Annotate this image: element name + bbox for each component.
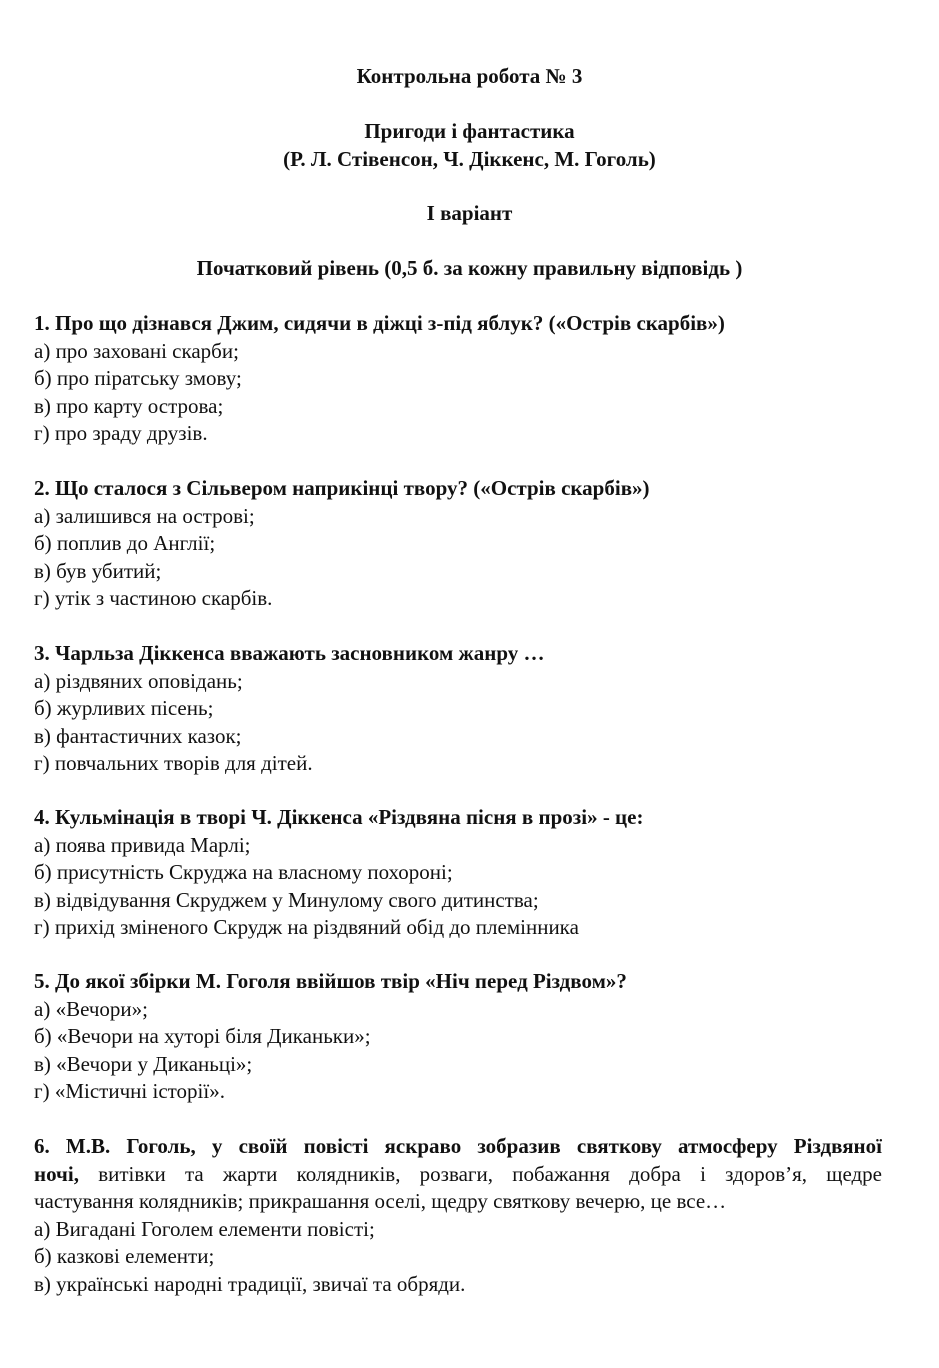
question-text-line: частування колядників; прикрашання оселі, щедру святкову вечерю, це все…: [34, 1189, 727, 1213]
answer-option: а) Вигадані Гоголем елементи повісті;: [34, 1216, 375, 1241]
answer-option: в) про карту острова;: [34, 393, 224, 418]
question-title: 1. Про що дізнався Джим, сидячи в діжці з-під яблук? («Острів скарбів»): [34, 311, 725, 335]
answer-option: а) залишився на острові;: [34, 503, 255, 528]
variant-heading: І варіант: [426, 201, 513, 225]
question-title: 3. Чарльза Діккенса вважають засновником жанру …: [34, 641, 545, 665]
question-text: витівки та жарти колядників, розваги, побажання добра і здоров’я, щедре: [78, 1161, 882, 1186]
topic-heading: Пригоди і фантастика: [364, 119, 575, 143]
question-title-end: ночі,: [34, 1161, 79, 1186]
answer-option: а) поява привида Марлі;: [34, 832, 251, 857]
answer-option: г) прихід зміненого Скрудж на різдвяний обід до племінника: [34, 915, 579, 939]
answer-option: а) різдвяних оповідань;: [34, 668, 243, 693]
question-text-line: [34, 1161, 882, 1189]
answer-option: в) відвідування Скруджем у Минулому свого дитинства;: [34, 887, 539, 912]
level-heading: Початковий рівень (0,5 б. за кожну правильну відповідь ): [196, 256, 743, 280]
question-1: [34, 310, 914, 448]
answer-option: в) «Вечори у Диканьці»;: [34, 1051, 253, 1076]
question-4: [34, 804, 914, 942]
answer-option: в) українські народні традиції, звичаї та обряди.: [34, 1271, 466, 1296]
answer-option: б) поплив до Англії;: [34, 531, 216, 555]
question-title: 4. Кульмінація в творі Ч. Діккенса «Різдвяна пісня в прозі» - це:: [34, 805, 644, 829]
authors-heading: (Р. Л. Стівенсон, Ч. Діккенс, М. Гоголь): [283, 147, 656, 171]
answer-option: а) про заховані скарби;: [34, 338, 239, 363]
question-title: 2. Що сталося з Сільвером наприкінці твору? («Острів скарбів»): [34, 476, 650, 500]
answer-option: г) про зраду друзів.: [34, 421, 208, 445]
question-title: 6. М.В. Гоголь, у своїй повісті яскраво зобразив святкову атмосферу Різдвяної: [34, 1134, 882, 1158]
question-3: [34, 640, 914, 778]
question-6: [34, 1133, 882, 1298]
answer-option: б) журливих пісень;: [34, 696, 214, 720]
document-title: Контрольна робота № 3: [356, 64, 583, 88]
answer-option: г) повчальних творів для дітей.: [34, 751, 313, 775]
answer-option: в) фантастичних казок;: [34, 723, 242, 748]
answer-option: в) був убитий;: [34, 558, 162, 583]
question-2: [34, 475, 914, 613]
answer-option: б) присутність Скруджа на власному похороні;: [34, 860, 453, 884]
answer-option: г) утік з частиною скарбів.: [34, 586, 273, 610]
question-title: 5. До якої збірки М. Гоголя ввійшов твір «Ніч перед Різдвом»?: [34, 969, 627, 993]
answer-option: а) «Вечори»;: [34, 996, 149, 1021]
answer-option: б) про піратську змову;: [34, 366, 242, 390]
answer-option: б) казкові елементи;: [34, 1244, 215, 1268]
answer-option: г) «Містичні історії».: [34, 1079, 225, 1103]
answer-option: б) «Вечори на хуторі біля Диканьки»;: [34, 1024, 371, 1048]
question-5: [34, 968, 914, 1106]
